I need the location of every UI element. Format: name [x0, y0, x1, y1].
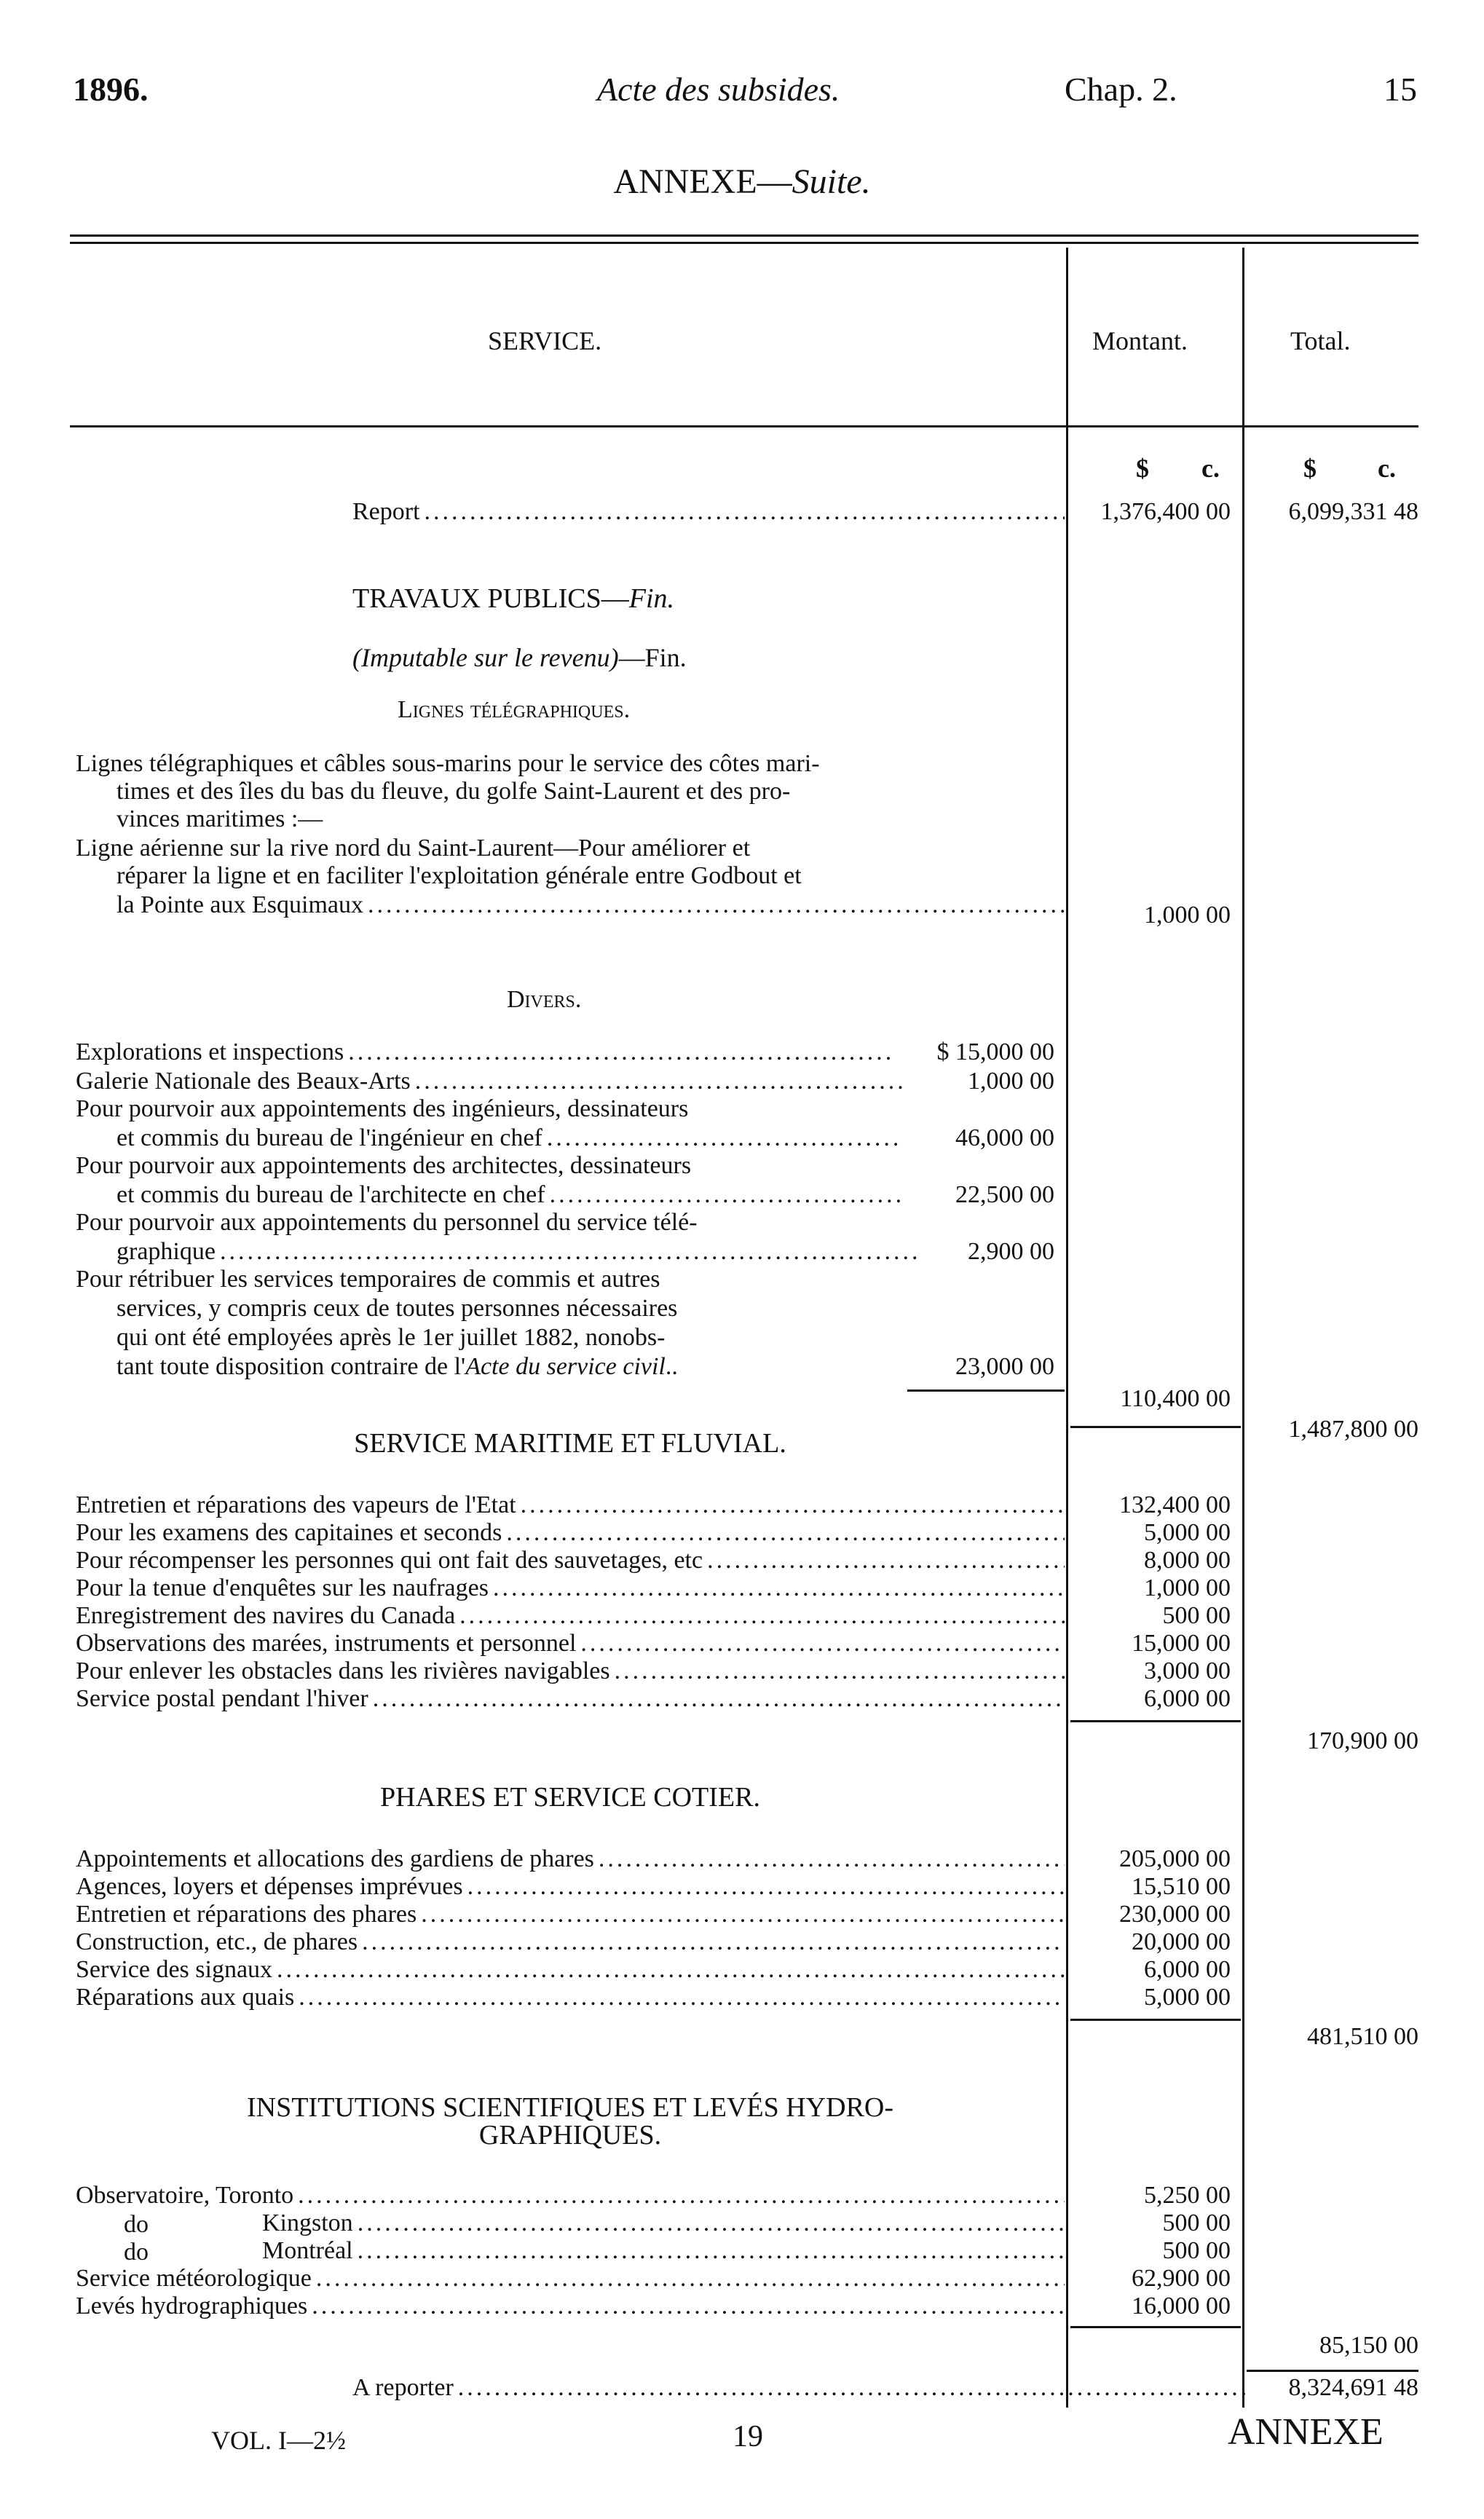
institutions-item-2: [262, 2211, 1065, 2236]
institutions-item-4-amount: 62,900 00: [1132, 2265, 1231, 2292]
report-row: [352, 500, 1065, 524]
phares-item-1-amount: 205,000 00: [1119, 1845, 1231, 1872]
maritime-rule: [1070, 1720, 1241, 1722]
phares-total: 481,510 00: [1307, 2023, 1418, 2050]
divers-item-6-line-4-text: tant toute disposition contraire de l': [117, 1353, 466, 1380]
divers-item-6-line-3: qui ont été employées après le 1er juillet 1882, nonobs-: [117, 1324, 666, 1351]
report-label: Report: [352, 500, 420, 524]
header-chapter: Chap. 2.: [1065, 71, 1177, 108]
institutions-item-5-amount: 16,000 00: [1132, 2293, 1231, 2319]
phares-item-5: [76, 1958, 1065, 1982]
divers-item-2-amount: 1,000 00: [968, 1068, 1054, 1095]
maritime-item-2-label: Pour les examens des capitaines et seconds: [76, 1521, 502, 1545]
phares-item-6-label: Réparations aux quais: [76, 1985, 295, 2010]
phares-heading: PHARES ET SERVICE COTIER.: [380, 1782, 760, 1813]
institutions-item-2-label: Kingston: [262, 2211, 353, 2236]
phares-item-6-amount: 5,000 00: [1144, 1984, 1231, 2011]
total-dollar-unit: $: [1303, 454, 1317, 483]
lignes-heading: Lignes télégraphiques.: [398, 696, 631, 723]
divers-item-1-label: Explorations et inspections: [76, 1040, 344, 1065]
footer-signature: 19: [733, 2420, 763, 2453]
divers-item-5: [117, 1239, 917, 1264]
phares-item-4-label: Construction, etc., de phares: [76, 1930, 358, 1955]
divers-item-5-label: graphique: [117, 1239, 216, 1264]
maritime-item-2-amount: 5,000 00: [1144, 1519, 1231, 1546]
institutions-rule: [1070, 2326, 1241, 2328]
maritime-heading: SERVICE MARITIME ET FLUVIAL.: [354, 1428, 786, 1459]
column-heading-service: SERVICE.: [488, 326, 602, 355]
maritime-item-6: [76, 1631, 1065, 1656]
column-heading-montant: Montant.: [1092, 326, 1188, 355]
institutions-item-3-amount: 500 00: [1162, 2237, 1231, 2264]
report-montant: 1,376,400 00: [1100, 498, 1231, 525]
institutions-item-1-label: Observatoire, Toronto: [76, 2183, 294, 2208]
institutions-item-3: [262, 2239, 1065, 2263]
travaux-line-5: réparer la ligne et en faciliter l'exploitation générale entre Godbout et: [117, 862, 802, 889]
lignes-amount: 1,000 00: [1144, 902, 1231, 929]
annexe-title: [0, 162, 1484, 202]
maritime-item-8-label: Service postal pendant l'hiver: [76, 1687, 368, 1711]
divers-item-3-label: et commis du bureau de l'ingénieur en chef: [117, 1126, 542, 1151]
travaux-line-4: Ligne aérienne sur la rive nord du Saint-Laurent—Pour améliorer et: [76, 835, 751, 862]
institutions-item-5: [76, 2294, 1065, 2319]
maritime-item-8: [76, 1687, 1065, 1711]
divers-item-4: [117, 1183, 903, 1207]
travaux-line-3: vinces maritimes :—: [117, 805, 323, 832]
maritime-item-7-amount: 3,000 00: [1144, 1657, 1231, 1684]
travaux-line-1: Lignes télégraphiques et câbles sous-marins pour le service des côtes mari-: [76, 750, 820, 777]
annexe-title-suite: Suite.: [792, 162, 871, 201]
maritime-item-3-amount: 8,000 00: [1144, 1547, 1231, 1574]
divers-item-4-amount: 22,500 00: [955, 1181, 1054, 1208]
divers-item-1: [76, 1040, 891, 1065]
travaux-heading-fin: Fin.: [628, 583, 675, 614]
maritime-item-1: [76, 1493, 1065, 1518]
top-rule-2: [70, 242, 1418, 244]
institutions-item-4: [76, 2266, 1065, 2291]
divers-item-4-line-1: Pour pourvoir aux appointements des architectes, dessinateurs: [76, 1152, 692, 1179]
maritime-item-5: [76, 1604, 1065, 1628]
column-divider-montant: [1066, 248, 1068, 2408]
annexe-title-main: ANNEXE—: [613, 162, 792, 201]
header-year: 1896.: [73, 71, 149, 108]
phares-item-1-label: Appointements et allocations des gardiens de phares: [76, 1847, 594, 1872]
imputable-fin: —Fin.: [618, 643, 687, 672]
travaux-line-6: [117, 893, 1065, 918]
maritime-item-1-amount: 132,400 00: [1119, 1491, 1231, 1518]
phares-item-6: [76, 1985, 1065, 2010]
montant-dollar-unit: $: [1136, 454, 1149, 483]
phares-item-2: [76, 1875, 1065, 1899]
travaux-line-2: times et des îles du bas du fleuve, du golfe Saint-Laurent et des pro-: [117, 778, 791, 805]
montant-cents-unit: c.: [1201, 454, 1220, 483]
phares-item-4: [76, 1930, 1065, 1955]
phares-item-2-label: Agences, loyers et dépenses imprévues: [76, 1875, 463, 1899]
a-reporter-total: 8,324,691 48: [1288, 2374, 1418, 2401]
footer-volume: VOL. I—2½: [211, 2426, 346, 2455]
phares-item-3-amount: 230,000 00: [1119, 1901, 1231, 1928]
a-reporter-row: [352, 2376, 1248, 2400]
maritime-item-4-label: Pour la tenue d'enquêtes sur les naufrages: [76, 1576, 489, 1601]
divers-item-6-line-2: services, y compris ceux de toutes personnes nécessaires: [117, 1295, 678, 1322]
phares-rule: [1070, 2019, 1241, 2021]
footer-annexe: ANNEXE: [1228, 2411, 1384, 2453]
phares-item-1: [76, 1847, 1065, 1872]
column-divider-total: [1242, 248, 1244, 2408]
travaux-heading-main: TRAVAUX PUBLICS—: [352, 583, 629, 614]
total-column-rule: [1247, 2370, 1418, 2372]
divers-item-1-amount: $ 15,000 00: [936, 1038, 1054, 1065]
report-total: 6,099,331 48: [1288, 498, 1418, 525]
header-title: Acte des subsides.: [597, 71, 840, 108]
maritime-total: 170,900 00: [1307, 1727, 1418, 1754]
maritime-item-6-label: Observations des marées, instruments et personnel: [76, 1631, 577, 1656]
phares-item-4-amount: 20,000 00: [1132, 1928, 1231, 1955]
institutions-item-2-do: do: [124, 2211, 149, 2238]
column-heading-total: Total.: [1290, 326, 1351, 355]
imputable-italic: (Imputable sur le revenu): [352, 643, 619, 672]
divers-item-6-line-1: Pour rétribuer les services temporaires de commis et autres: [76, 1266, 660, 1293]
institutions-item-3-label: Montréal: [262, 2239, 353, 2263]
a-reporter-label: A reporter: [352, 2376, 454, 2400]
phares-item-2-amount: 15,510 00: [1132, 1873, 1231, 1900]
institutions-item-5-label: Levés hydrographiques: [76, 2294, 308, 2319]
institutions-item-1-amount: 5,250 00: [1144, 2182, 1231, 2209]
divers-item-6-italic: Acte du service civil: [465, 1353, 666, 1380]
divers-item-4-label: et commis du bureau de l'architecte en chef: [117, 1183, 545, 1207]
page-number: 15: [1384, 71, 1417, 108]
maritime-item-4: [76, 1576, 1065, 1601]
total-cents-unit: c.: [1378, 454, 1396, 483]
institutions-total: 85,150 00: [1319, 2332, 1418, 2359]
divers-subtotal: 110,400 00: [1120, 1385, 1231, 1412]
maritime-item-6-amount: 15,000 00: [1132, 1630, 1231, 1657]
maritime-item-7: [76, 1659, 1065, 1684]
divers-item-3: [117, 1126, 903, 1151]
maritime-item-2: [76, 1521, 1065, 1545]
header-rule: [70, 425, 1418, 427]
maritime-item-4-amount: 1,000 00: [1144, 1574, 1231, 1601]
maritime-item-3: [76, 1548, 1065, 1573]
institutions-item-3-do: do: [124, 2239, 149, 2266]
divers-item-6-dots: ..: [665, 1353, 678, 1380]
institutions-item-4-label: Service météorologique: [76, 2266, 312, 2291]
divers-item-6-amount: 23,000 00: [955, 1353, 1054, 1380]
maritime-item-3-label: Pour récompenser les personnes qui ont fait des sauvetages, etc: [76, 1548, 703, 1573]
divers-item-2: [76, 1069, 906, 1094]
divers-montant-rule: [1070, 1426, 1241, 1428]
travaux-heading: [352, 583, 674, 615]
divers-item-3-line-1: Pour pourvoir aux appointements des ingénieurs, dessinateurs: [76, 1095, 689, 1122]
maritime-item-5-amount: 500 00: [1162, 1602, 1231, 1629]
divers-item-3-amount: 46,000 00: [955, 1124, 1054, 1151]
institutions-item-1: [76, 2183, 1065, 2208]
institutions-item-2-amount: 500 00: [1162, 2209, 1231, 2236]
divers-item-5-amount: 2,900 00: [968, 1238, 1054, 1265]
phares-item-3: [76, 1902, 1065, 1927]
divers-item-5-line-1: Pour pourvoir aux appointements du personnel du service télé-: [76, 1209, 698, 1236]
divers-item-2-label: Galerie Nationale des Beaux-Arts: [76, 1069, 411, 1094]
maritime-item-5-label: Enregistrement des navires du Canada: [76, 1604, 456, 1628]
maritime-item-8-amount: 6,000 00: [1144, 1685, 1231, 1712]
imputable-line: [352, 642, 687, 673]
phares-item-5-label: Service des signaux: [76, 1958, 273, 1982]
divers-section-total: 1,487,800 00: [1288, 1416, 1418, 1443]
divers-sub-rule: [907, 1389, 1065, 1392]
institutions-heading-line-2: GRAPHIQUES.: [478, 2120, 662, 2151]
travaux-line-6-label: la Pointe aux Esquimaux: [117, 893, 364, 918]
maritime-item-7-label: Pour enlever les obstacles dans les rivières navigables: [76, 1659, 610, 1684]
phares-item-5-amount: 6,000 00: [1144, 1956, 1231, 1983]
divers-item-6-line-4: [76, 1353, 678, 1381]
top-rule-1: [70, 234, 1418, 237]
institutions-heading-line-1: INSTITUTIONS SCIENTIFIQUES ET LEVÉS HYDRO-: [246, 2092, 894, 2123]
maritime-item-1-label: Entretien et réparations des vapeurs de l'Etat: [76, 1493, 516, 1518]
phares-item-3-label: Entretien et réparations des phares: [76, 1902, 417, 1927]
divers-heading: Divers.: [507, 986, 582, 1013]
